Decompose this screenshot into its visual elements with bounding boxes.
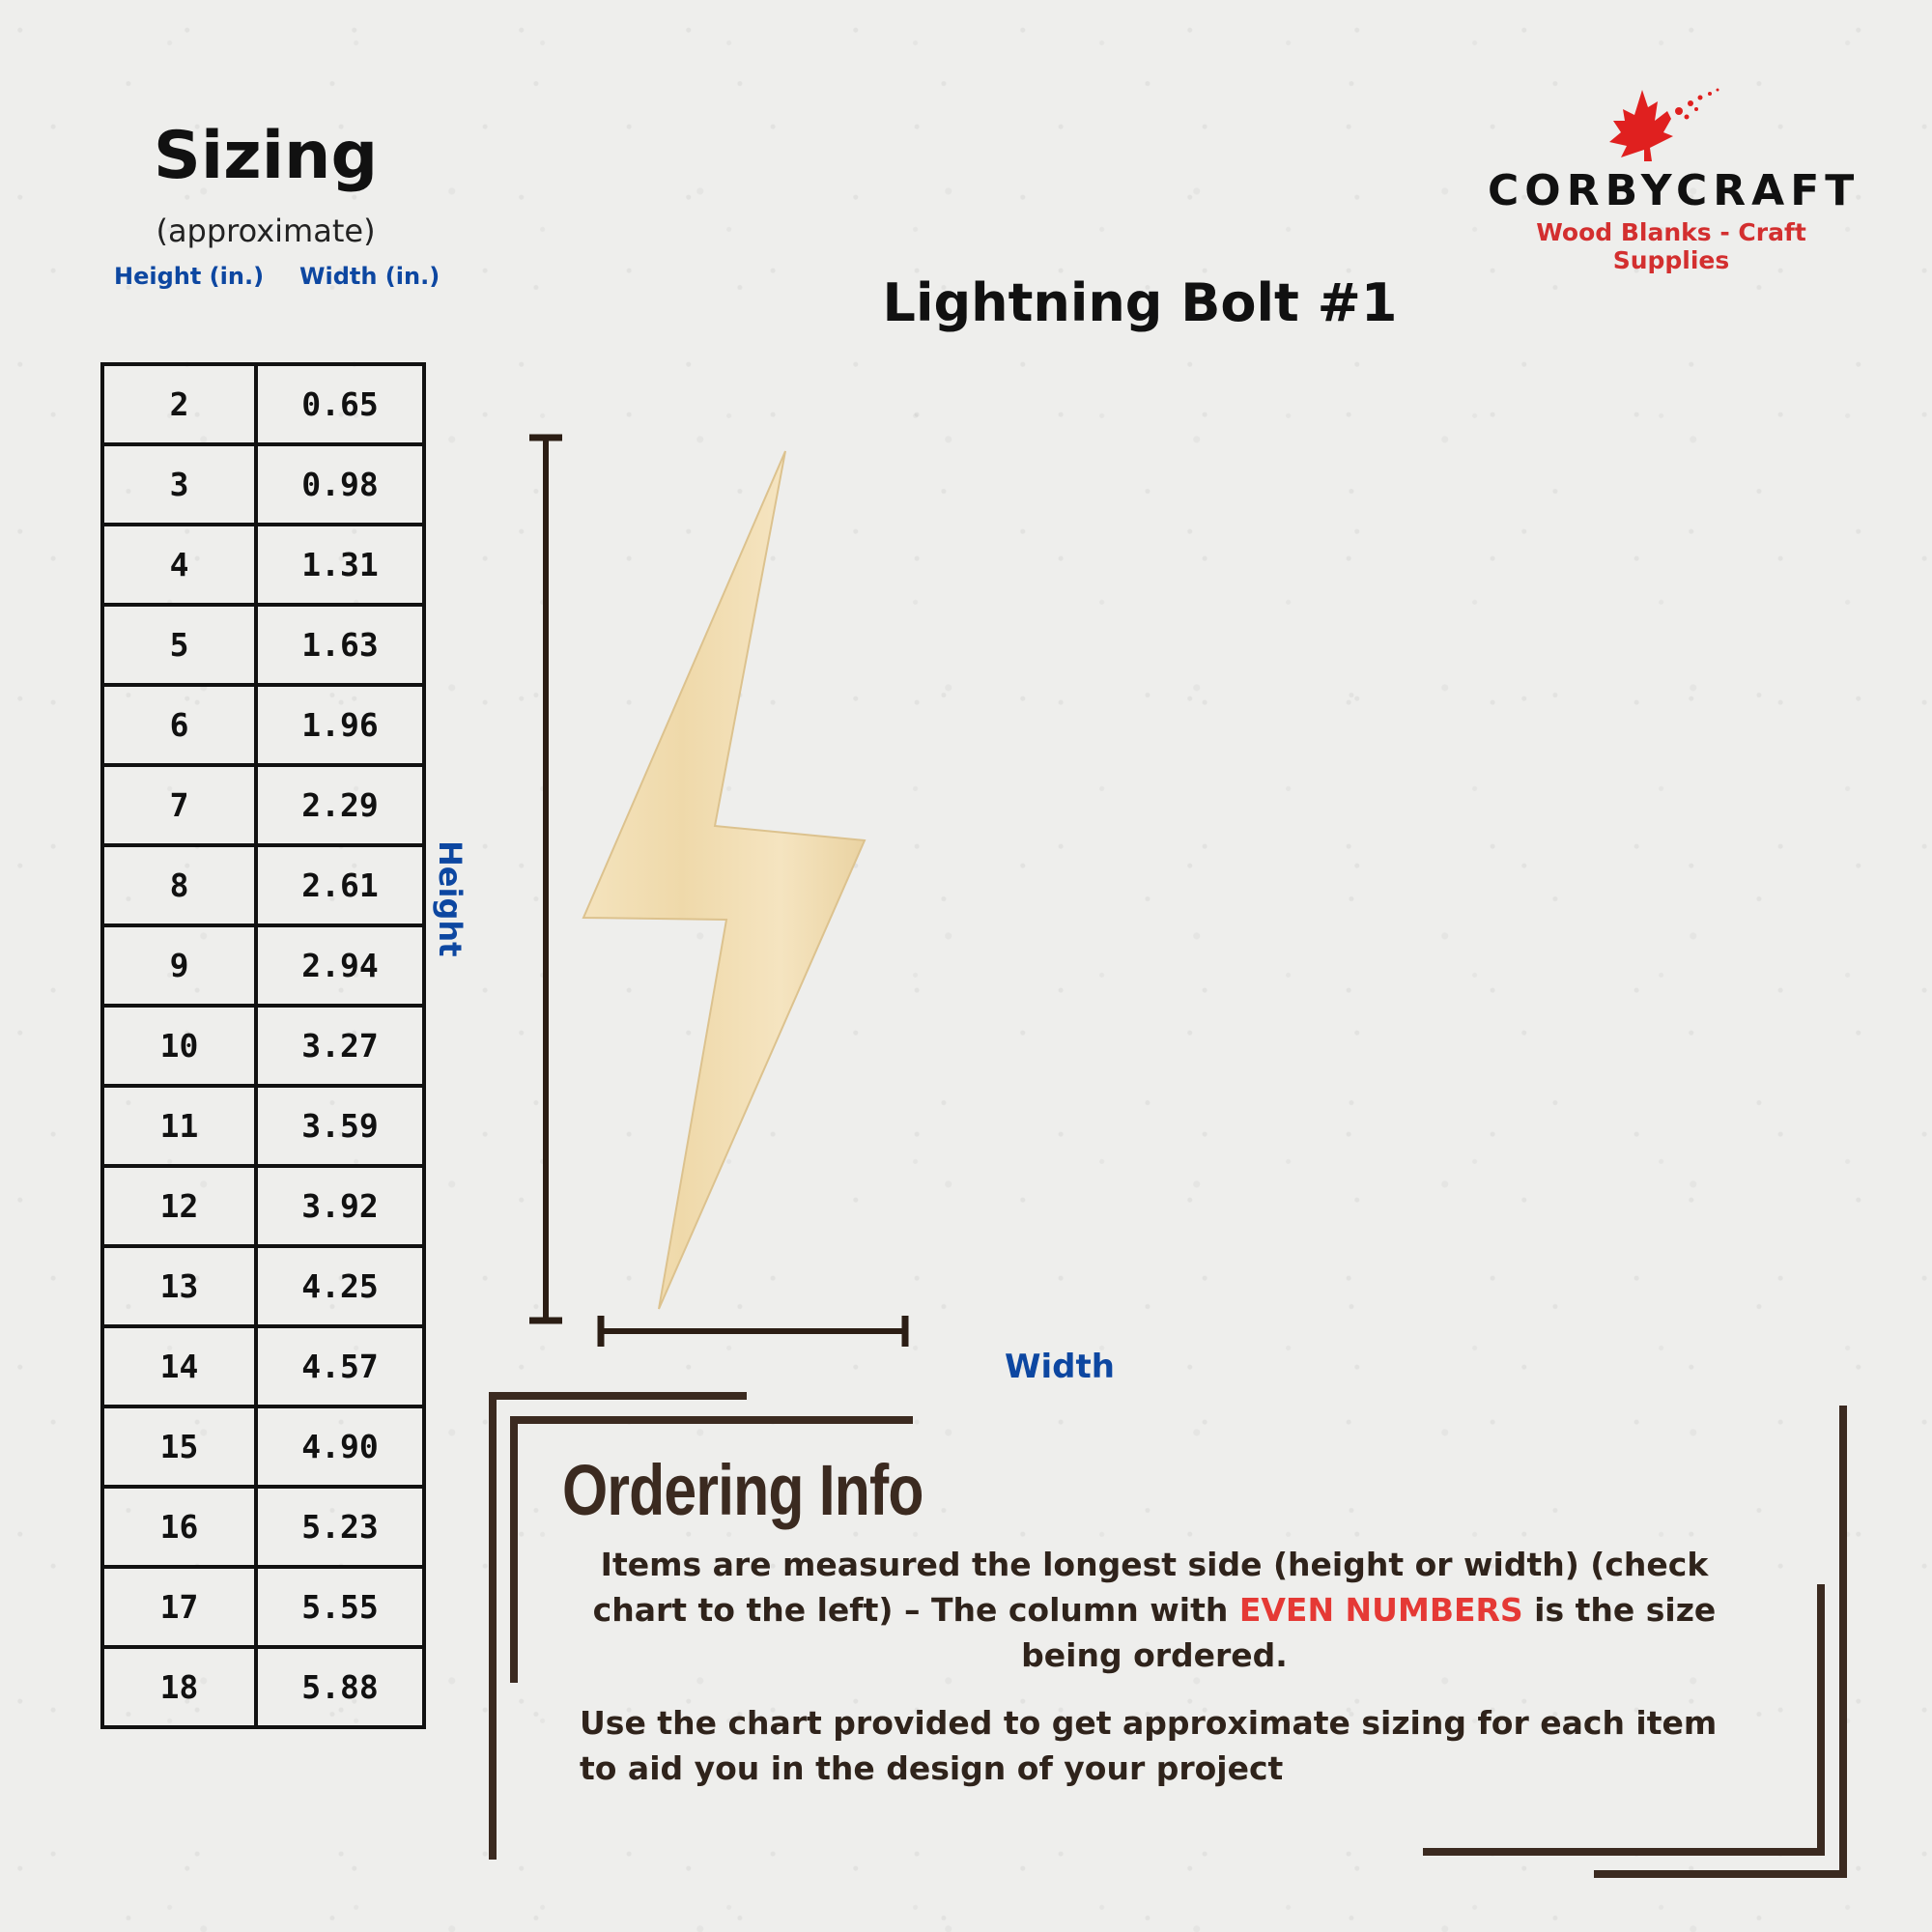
size-row <box>102 1406 424 1487</box>
width-column-header: Width (in.) <box>299 263 440 290</box>
height-cell: 11 <box>102 1086 256 1166</box>
height-cell: 9 <box>102 925 256 1006</box>
height-dimension-line <box>522 430 570 1328</box>
width-dimension-line <box>591 1314 915 1349</box>
width-cell: 4.57 <box>256 1326 424 1406</box>
sizing-subtitle: (approximate) <box>156 213 376 249</box>
size-row <box>102 364 424 444</box>
size-table <box>100 362 426 1729</box>
ordering-line-3: being ordered. <box>1021 1636 1288 1674</box>
width-cell: 2.29 <box>256 765 424 845</box>
width-cell: 2.94 <box>256 925 424 1006</box>
maple-leaf-icon <box>1604 82 1739 169</box>
height-cell: 15 <box>102 1406 256 1487</box>
size-row <box>102 444 424 525</box>
width-cell: 1.63 <box>256 605 424 685</box>
width-cell: 5.55 <box>256 1567 424 1647</box>
ordering-info-title: Ordering Info <box>562 1450 923 1530</box>
width-cell: 3.27 <box>256 1006 424 1086</box>
width-cell: 3.59 <box>256 1086 424 1166</box>
width-cell: 0.65 <box>256 364 424 444</box>
size-row <box>102 1086 424 1166</box>
height-cell: 18 <box>102 1647 256 1727</box>
ordering-info-text <box>565 1542 1744 1678</box>
height-cell: 16 <box>102 1487 256 1567</box>
height-cell: 14 <box>102 1326 256 1406</box>
ordering-line-2-end: is the size <box>1522 1591 1717 1629</box>
brand-tagline: Wood Blanks - Craft Supplies <box>1536 218 1806 274</box>
ordering-line-2-start: chart to the left) – The column with <box>592 1591 1239 1629</box>
size-row <box>102 925 424 1006</box>
height-cell: 2 <box>102 364 256 444</box>
size-row <box>102 1567 424 1647</box>
sizing-title: Sizing <box>153 118 379 194</box>
height-cell: 4 <box>102 525 256 605</box>
lightning-bolt-shape <box>570 440 889 1323</box>
width-cell: 4.25 <box>256 1246 424 1326</box>
size-row <box>102 1326 424 1406</box>
height-cell: 8 <box>102 845 256 925</box>
height-cell: 7 <box>102 765 256 845</box>
ordering-line-4: Use the chart provided to get approximate sizing for each item <box>580 1704 1718 1742</box>
width-cell: 1.31 <box>256 525 424 605</box>
width-label: Width <box>1005 1348 1115 1386</box>
size-table-body <box>102 364 424 1727</box>
product-title: Lightning Bolt #1 <box>882 272 1398 333</box>
width-cell: 2.61 <box>256 845 424 925</box>
width-cell: 5.88 <box>256 1647 424 1727</box>
height-cell: 6 <box>102 685 256 765</box>
size-row <box>102 685 424 765</box>
height-cell: 10 <box>102 1006 256 1086</box>
brand-name: CORBYCRAFT <box>1488 166 1861 215</box>
size-row <box>102 525 424 605</box>
ordering-line-2 <box>565 1587 1744 1633</box>
width-cell: 3.92 <box>256 1166 424 1246</box>
height-cell: 13 <box>102 1246 256 1326</box>
height-cell: 12 <box>102 1166 256 1246</box>
width-cell: 4.90 <box>256 1406 424 1487</box>
height-cell: 17 <box>102 1567 256 1647</box>
ordering-line-5: to aid you in the design of your project <box>580 1749 1284 1787</box>
size-row <box>102 1246 424 1326</box>
height-cell: 3 <box>102 444 256 525</box>
height-label: Height <box>432 840 469 957</box>
height-column-header: Height (in.) <box>114 263 265 290</box>
size-row <box>102 1487 424 1567</box>
size-row <box>102 1647 424 1727</box>
even-numbers-highlight: EVEN NUMBERS <box>1238 1591 1523 1629</box>
width-cell: 1.96 <box>256 685 424 765</box>
height-cell: 5 <box>102 605 256 685</box>
ordering-line-1: Items are measured the longest side (height or width) (check <box>600 1546 1709 1583</box>
ordering-info-text-2 <box>580 1700 1758 1791</box>
width-cell: 5.23 <box>256 1487 424 1567</box>
size-row <box>102 765 424 845</box>
width-cell: 0.98 <box>256 444 424 525</box>
size-row <box>102 1006 424 1086</box>
size-row <box>102 845 424 925</box>
size-row <box>102 1166 424 1246</box>
size-row <box>102 605 424 685</box>
